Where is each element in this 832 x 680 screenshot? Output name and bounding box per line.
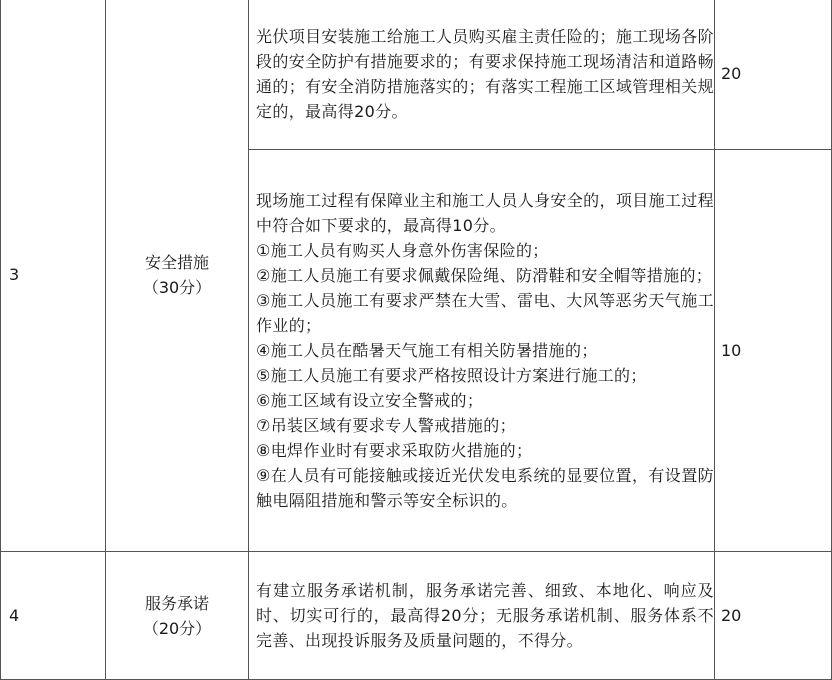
criteria-text: 光伏项目安装施工给施工人员购买雇主责任险的；施工现场各阶段的安全防护有措施要求的；有要求保持施工现场清洁和道路畅通的；有安全消防措施落实的；有落实工程施工区域管理相关规定的，最高得20分。	[256, 26, 714, 121]
criteria-item: ⑤施工人员施工有要求严格按照设计方案进行施工的；	[256, 366, 647, 385]
criteria-text: 现场施工过程有保障业主和施工人员人身安全的，项目施工过程中符合如下要求的，最高得10分。	[256, 191, 714, 235]
item-name: 安全措施	[144, 252, 209, 272]
criteria-item: ①施工人员有购买人身意外伤害保险的；	[256, 241, 549, 260]
score-cell: 10	[715, 150, 832, 552]
item-cell	[106, 0, 249, 552]
criteria-item: ③施工人员施工有要求严禁在大雪、雷电、大风等恶劣天气施工作业的；	[256, 291, 714, 335]
criteria-item: ⑦吊装区域有要求专人警戒措施的；	[256, 416, 516, 435]
table-row	[1, 552, 832, 680]
row-number-cell: 4	[1, 552, 106, 680]
criteria-item: ②施工人员施工有要求佩戴保险绳、防滑鞋和安全帽等措施的；	[256, 266, 713, 285]
criteria-text: 有建立服务承诺机制，服务承诺完善、细致、本地化、响应及时、切实可行的，最高得20分；无服务承诺机制、服务体系不完善、出现投诉服务及质量问题的，不得分。	[256, 581, 714, 650]
criteria-item: ⑥施工区域有设立安全警戒的；	[256, 391, 484, 410]
criteria-item: ⑨在人员有可能接触或接近光伏发电系统的显要位置，有设置防触电隔阻措施和警示等安全标识的。	[256, 466, 714, 510]
criteria-cell	[249, 552, 715, 680]
criteria-item: ⑧电焊作业时有要求采取防火措施的；	[256, 441, 533, 460]
criteria-cell	[249, 0, 715, 150]
item-cell	[106, 552, 249, 680]
table-row	[1, 0, 832, 150]
criteria-item: ④施工人员在酷暑天气施工有相关防暑措施的；	[256, 341, 598, 360]
score-cell: 20	[715, 552, 832, 680]
criteria-cell	[249, 150, 715, 552]
row-number-cell: 3	[1, 0, 106, 552]
item-points: （20分）	[142, 618, 212, 638]
item-points: （30分）	[142, 277, 212, 297]
score-cell: 20	[715, 0, 832, 150]
item-name: 服务承诺	[144, 593, 209, 613]
